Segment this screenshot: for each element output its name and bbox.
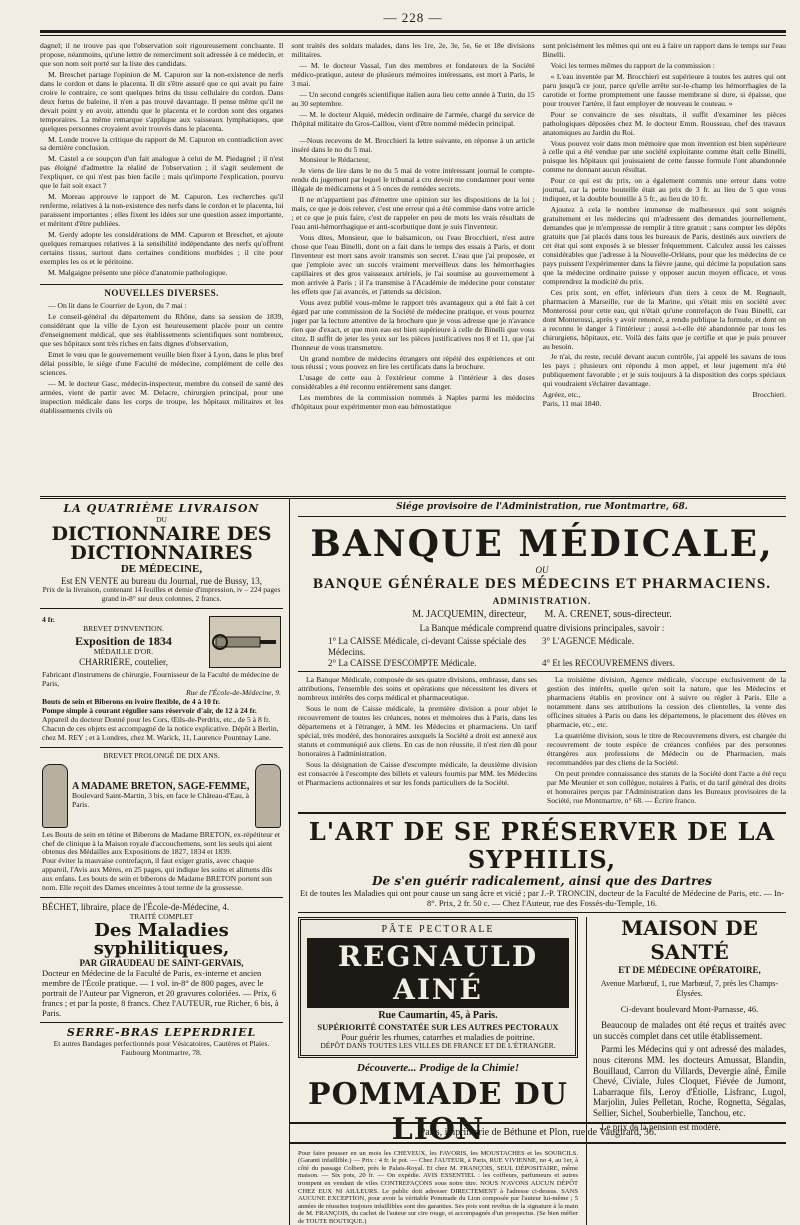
ad-charriere-exposition: Exposition de 1834 [75, 634, 172, 649]
ad-syph-sub: De s'en guérir radicalement, ainsi que des Dartres [372, 874, 712, 889]
ad-regnauld-title: REGNAULD AINÉ [307, 938, 569, 1008]
ad-maison-title: MAISON DE SANTÉ [621, 916, 758, 964]
ad-syphilis [298, 814, 786, 914]
paragraph: La troisième division, Agence médicale, s'occupe exclusivement de la gestion des intérêts, quelle qu'en soit la nature, que les Médecins et pharmaciens établis en province ont à suivre ou régler à Paris. Elle a notamment dans ses attributions la cession des clientelles, la vente des officines situées à Paris ou dans les départemens, le placement des élèves en pharmacie, etc., etc. [547, 675, 786, 729]
ad-syph-title: L'ART DE SE PRÉSERVER DE LA SYPHILIS, [308, 816, 776, 874]
banque-comprend: La Banque médicale comprend quatre divisions principales, savoir : [419, 622, 665, 633]
ad-maison-sub: ET DE MÉDECINE OPÉRATOIRE, [618, 964, 761, 975]
ad-maison-formerly: Ci-devant boulevard Mont-Parnasse, 46. [620, 1004, 759, 1015]
banque-division: 2° La CAISSE D'ESCOMPTE Médicale. [328, 657, 477, 668]
paragraph: M. Gerdy adopte les considérations de MM. Capuron et Breschet, et ajoute quelques remarques relatives à la sensibilité indépendante des nerfs qu'offrent certains tissus, surtout dans certaines conditions morbides ; il cite pour exemples les os et le péritoine. [40, 230, 284, 266]
ad-bechet-traite: TRAITÉ COMPLET [129, 911, 194, 921]
syringe-illustration [209, 616, 281, 668]
ad-syph-text: Et de toutes les Maladies qui ont pour cause un sang âcre et vicié ; par J.-P. TRONCIN, docteur de la Faculté de Médecine de Paris, etc. — In-8°. Prix, 2 fr. 50 c. — Chez l'Auteur, rue des Fossés-du-Temple, 16. [300, 888, 784, 909]
paragraph: Sous la désignation de Caisse d'escompte médicale, la deuxième division est consacrée à l'escompte des billets et valeurs fournis par MM. les Médecins et Pharmaciens actionnaires et sur les fonds particuliers de la Société. [298, 759, 537, 787]
paragraph: — M. le docteur Alquié, médecin ordinaire de l'armée, chargé du service de l'hôpital militaire du Gros-Caillou, vient d'être nommé médecin principal. [291, 109, 535, 128]
ad-dict-line4: DE MÉDECINE, [120, 562, 203, 575]
paragraph: sont traités des soldats malades, dans les 1re, 2e, 3e, 5e, 6e et 18e divisions militaires. [291, 41, 535, 59]
paragraph: — On lit dans le Courrier de Lyon, du 7 mai : [48, 301, 187, 311]
ad-maison-de-sante [586, 917, 786, 1225]
banque-directors [298, 609, 786, 621]
paragraph: Voici les termes mêmes du rapport de la commission : [550, 60, 715, 70]
paragraph: Parmi les Médecins qui y ont adressé des malades, nous citerons MM. les docteurs Amussat, Blandin, Bouillaud, Carron du Villards, Devergie aîné, Émile Chevé, Civiale, Jules Cloquet, Fiévée de Jumont, Labarraque fils, Leroy d'Étiolle, Lisfranc, Lugol, Marjolin, Jules Pelletan, Roche, Rognetta, Ségalas, Sellier, Sichel, Souberbielle, Tanchou, etc. [593, 1044, 786, 1118]
paragraph: Sous le nom de Caisse médicale, la première division a pour objet le recouvrement de toutes les créances, notes et mémoires dus à Paris, dans les départemens et à l'étranger, à MM. les Médecins et pharmaciens. Un tarif spécial, très modéré, des honoraires auxquels la Société a droit est annexé aux statuts et communiqué aux cliens. En cas de non réussite, il n'est rien dû pour honoraires à l'administration. [298, 704, 537, 758]
advertisements [40, 499, 786, 1225]
bottom-ads-row [298, 913, 786, 1225]
ad-charriere-price: 4 fr. [42, 615, 55, 625]
ad-dict-line6: Prix de la livraison, contenant 14 feuilles et demie d'impression, iv – 224 pages grand in-8° sur deux colonnes, 2 francs. [42, 585, 281, 604]
banque-director: M. JACQUEMIN, directeur, [412, 608, 527, 620]
letter-signature: Brocchieri. [752, 390, 786, 400]
ad-charriere-medal: MÉDAILLE D'OR. [93, 647, 154, 657]
nouvelles-heading: NOUVELLES DIVERSES. [40, 284, 283, 299]
letter-close: Agréez, etc., [542, 390, 581, 400]
paragraph: dagnel; il ne trouve pas que l'observation soit rigoureusement concluante. Il propose, néanmoins, qu'une lettre de remerciment soit adressée à ce médecin, et que son nom soit porté sur la liste des candidats. [40, 41, 284, 68]
paragraph: Vous dites, Monsieur, que le balsamicon, ou l'eau Brocchieri, n'est autre chose que l'eau Binelli, dont on a fait dans le temps des essais à Paris, et dont l'inventeur est mort sans avoir transmis son secret. L'eau que j'ai proposée, et que j'emploie avec un succès vraiment merveilleux dans les hémorrhagies capillaires et des gros vaisseaux artériels, je l'ai soumise au gouvernement à mon arrivée à Paris ; il l'a transmise à l'Académie de médecine pour constater les effets que j'ai avancés, et j'attends sa décision. [291, 233, 535, 296]
letter-date: Paris, 11 mai 1840. [542, 399, 602, 409]
banque-division: 3° L'AGENCE Médicale. [542, 636, 634, 647]
ad-serre-address: Faubourg Montmartre, 78. [121, 1048, 202, 1058]
column-3 [543, 42, 786, 492]
ad-bechet-publisher: BÉCHET, libraire, place de l'École-de-Médecine, 4. [42, 902, 230, 913]
ad-breton-brevet: BREVET PROLONGÉ DE DIX ANS. [103, 750, 220, 760]
banque-siege: Siége provisoire de l'Administration, rue Montmartre, 68. [298, 499, 786, 517]
ad-charriere-head [42, 616, 205, 667]
article-columns [40, 42, 786, 492]
ad-breton-text: Les Bouts de sein en tétine et Biberons de Madame BRETON, ex-répétiteur et chef de clinique à la Maison royale d'accouchemens, sont les seuls qui aient obtenus des Médailles aux Expositions de 1827, 1834 et 1839. [42, 829, 280, 857]
ad-charriere-note: Chacun de ces objets est accompagné de la notice explicative. Dépôt à Berlin, chez M. REY ; et à Londres, chez M. Warick, 11, Laurence Pountnay Lane. [42, 723, 279, 742]
paragraph: Les membres de la commission nommés à Naples parmi les médecins d'hôpitaux pour expérimenter mon eau hémostatique [291, 393, 535, 412]
ad-breton-head [72, 781, 251, 811]
paragraph: M. Moreau approuve le rapport de M. Capuron. Les recherches qu'il renferme, relatives à la non-existence des nerfs dans le cordon et le placenta, lui paraissent importantes ; elles fixent les idées sur une question assez importante, et méritent d'être publiées. [40, 192, 284, 229]
paragraph: Pour se convaincre de ses résultats, il suffit d'examiner les pièces pathologiques déposées chez M. le docteur Emm. Rousseau, chef des travaux anatomiques au Jardin du Roi. [542, 109, 786, 137]
banque-division: 1° La CAISSE Médicale, ci-devant Caisse spéciale des Médecins. [328, 636, 527, 657]
ad-breton-address: Boulevard Saint-Martin, 3 bis, en face le Château-d'Eau, à Paris. [72, 791, 250, 810]
ad-breton-name: A MADAME BRETON, SAGE-FEMME, [72, 780, 250, 792]
banque-text [298, 672, 786, 813]
ad-serre-text: Et autres Bandages perfectionnés pour Vésicatoires, Cautères et Plaies. [53, 1039, 270, 1049]
paragraph: Il ne m'appartient pas d'émettre une opinion sur les dispositions de la loi ; mais, ce que je dois relever, c'est une erreur qui a été commise dans votre article ; et ce que je puis faire, c'est de rappeler en peu de mots les vrais résultats de l'eau anti-hémorrhagique et anti-scorbutique dont je suis l'inventeur. [291, 195, 535, 232]
ad-charriere-address: Rue de l'École-de-Médecine, 9. [185, 687, 281, 697]
ad-regnauld-sub: PÂTE PECTORALE [381, 924, 495, 936]
column-2 [291, 42, 534, 492]
ad-charriere-name: CHARRIÈRE, coutelier, [79, 657, 168, 668]
banque-title: BANQUE MÉDICALE, [310, 522, 774, 565]
paragraph: La Banque Médicale, composée de ses quatre divisions, embrasse, dans ses attributions, l'ensemble des soins et opérations que nécessitent les divers et nombreux intérêts des corps médical et pharmaceutique. [298, 675, 537, 703]
bottle-illustration [42, 764, 68, 828]
ad-pommade-title: POMMADE DU LION [308, 1076, 568, 1148]
bottle-illustration [255, 764, 281, 828]
paragraph: M. Castel a ce soupçon d'un fait analogue à celui de M. Piedagnel ; il n'est pas éloigné d'admettre la réalité de l'observation ; il s'agit seulement de l'expliquer, ce qui n'est pas bien facile ; mais qu'importe l'explication, pourvu que le fait soit exact ? [40, 154, 284, 191]
top-rule [40, 30, 786, 36]
ad-charriere [40, 609, 283, 748]
paragraph: M. Londe trouve la critique du rapport de M. Capuron en contradiction avec sa dernière conclusion. [40, 134, 284, 153]
paragraph: Vous pouvez voir dans mon mémoire que mon invention est bien supérieure à celle qui a été vendue par une société exploitante comme était celle Binelli, puisque les hôpitaux qui jouissaient de cette fausse formule l'ont abandonnée comme ne donnant aucun résultat. [542, 138, 786, 175]
paragraph: Le conseil-général du département du Rhône, dans sa session de 1839, considérant que la ville de Lyon est heureusement placée pour un centre d'enseignement médical, que ses établissements scientifiques sont nombreux, que ses hôpitaux sont très riches en faits dignes d'observation, [40, 312, 284, 349]
bottle-illustration-row [42, 764, 281, 828]
ad-bechet-author: PAR GIRAUDEAU DE SAINT-GERVAIS, [79, 957, 244, 968]
paragraph: Ajoutez à cela le nombre immense de malheureux qui sont soignés gratuitement et les médecins qui m'adressent des demandes journellement, demandes que je m'empresse de remplir à titre gratuit ; sans compter les dépôts gratuits que j'ai placés dans tous les bureaux de Paris, destinés aux ouvriers de cet état qui sont exposés à se blesser fréquemment. Calculez aussi les caisses considérables que j'adresse à la Nouvelle-Orléans, pour que les médecins de ce pays puissent l'expérimenter dans la fièvre jaune, qui décime la population sans que la médecine ordinaire puisse y opposer aucun moyen efficace, et vous comprendrez la modicité du prix. [542, 205, 786, 286]
paragraph: L'usage de cette eau à l'extérieur comme à l'intérieur à des doses considérables a été reconnu entièrement sans danger. [291, 373, 535, 392]
paragraph: Le prix de la pension est modéré. [601, 1121, 721, 1132]
paragraph: « L'eau inventée par M. Brocchieri est supérieure à toutes les autres qui ont paru jusqu'à ce jour, parce qu'elle arrête sur-le-champ les hémorrhagies de la carotide et forme promptement une fausse membrane si dure, si épaisse, que pour trouver l'artère, il faut employer de nouveau le couteau. » [542, 71, 786, 108]
right-ad-column [298, 499, 786, 1225]
paragraph: Vous avez publié vous-même le rapport très avantageux qui a été fait à cet égard par une commission de la Société de médecine pratique, et vous pourrez juger par la lecture attentive de la brochure que je vous adresse que je n'avance rien que d'exact, et que mon eau est bien supérieure à celle de Binelli que vous citez. Il suffit de jeter les yeux sur les pièces justificatives nos 8 et 11, que j'ai l'honneur de vous transmettre. [291, 297, 535, 352]
paragraph: Emet le vœu que le gouvernement veuille bien fixer à Lyon, dans le plus bref délai possible, le siége d'une Faculté de médecine, complément de celle des sciences. [40, 350, 284, 378]
column-1 [40, 42, 283, 492]
paragraph: Beaucoup de malades ont été reçus et traités avec un succès complet dans cet utile établissement. [593, 1020, 786, 1041]
paragraph: —Nous recevons de M. Brocchieri la lettre suivante, en réponse à un article inséré dans le no du 5 mai. [291, 135, 535, 154]
banque-divisions [298, 633, 786, 672]
ad-dict-line2: DU [156, 514, 167, 524]
ad-dictionnaire [40, 499, 283, 609]
ad-pommade-discovery: Découverte... Prodige de la Chimie! [356, 1061, 520, 1074]
ad-charriere-bouts: Bouts de sein et Biberons en ivoire flexible, de 4 à 10 fr. [42, 696, 220, 706]
ad-charriere-brevet: BREVET D'INVENTION. [83, 624, 164, 634]
printer-imprint: Paris, imprimerie de Béthune et Plon, rue de Vaugirard, 36. [290, 1122, 786, 1144]
banque-subtitle: BANQUE GÉNÉRALE DES MÉDECINS ET PHARMACIENS. [313, 575, 771, 592]
page-number: — 228 — [383, 10, 443, 25]
ad-regnauld [298, 917, 578, 1058]
banque-admin: ADMINISTRATION. [492, 596, 592, 607]
paragraph: M. Malgaigne présente une pièce d'anatomie pathologique. [48, 267, 228, 277]
paragraph: M. Breschet partage l'opinion de M. Capuron sur la non-existence de nerfs dans le cordon et dans le placenta. Il dit s'être assuré que ce qui avait pu faire croire le contraire, ce sont quelques brins du tissu cellulaire du cordon. Dans deux fœtus de baleine, il n'en a pas trouvé davantage. Il pense même qu'il ne devait point y en avoir, attendu que le placenta et le cordon sont des organes temporaires. La même remarque s'applique aux vaisseaux lymphatiques, que quelques personnes croyaient avoir trouvés dans le placenta. [40, 69, 284, 133]
paragraph: — Un second congrès scientifique italien aura lieu cette année à Turin, du 15 au 30 septembre. [291, 89, 535, 108]
paragraph: — M. le docteur Vassal, l'un des membres et fondateurs de la Société médico-pratique, auteur de plusieurs mémoires intéressans, est mort à Paris, le 3 mai. [291, 60, 535, 88]
ad-charriere-appareil: Appareil du docteur Donné pour les Cors, Œils-de-Perdrix, etc., de 5 à 8 fr. [42, 714, 271, 724]
ad-charriere-desc: Fabricant d'instrumens de chirurgie, Fournisseur de la Faculté de médecine de Paris, [42, 670, 279, 689]
ad-regnauld-pommade [298, 917, 578, 1225]
paragraph: — M. le docteur Gasc, médecin-inspecteur, membre du conseil de santé des armées, vient de partir avec M. Delacre, chirurgien principal, pour une inspection médicale dans les corps de troupe, les hôpitaux militaires et les établissements civils où [40, 379, 284, 415]
ad-dict-title: DICTIONNAIRE DES DICTIONNAIRES [51, 522, 272, 564]
banque-subdirector: M. A. CRENET, sous-directeur. [544, 608, 672, 620]
ad-serre-bras [40, 1023, 283, 1062]
paragraph: La quatrième division, sous le titre de Recouvremens divers, est chargée du recouvrement de toute espèce de créances confiées par des personnes étrangères aux professions de Médecin ou de Pharmacien, mais recommandées par des cliens de la Société. [547, 730, 786, 767]
ad-charriere-pompe: Pompe simple à courant régulier sans réservoir d'air, de 12 à 24 fr. [42, 705, 257, 715]
paragraph: Je viens de lire dans le no du 5 mai de votre intéressant journal le compte-rendu du jugement par lequel le tribunal a cru devoir me condamner pour vente illégale de médicamens et à 5 onces de remèdes secrets. [291, 166, 535, 194]
ad-serre-title: SERRE-BRAS LEPERDRIEL [66, 1026, 257, 1040]
ad-regnauld-depot: DÉPÔT DANS TOUTES LES VILLES DE FRANCE ET DE L'ÉTRANGER. [320, 1041, 556, 1051]
ad-breton [40, 748, 283, 899]
paragraph: sont précisément les mêmes qui ont eu à faire un rapport dans le temps sur l'eau Binelli. [542, 41, 786, 59]
ad-pommade-text: Pour faire pousser en un mois les CHEVEUX, les FAVORIS, les MOUSTACHES et les SOURCILS. (Garanti infaillible.) — Prix : 4 fr. le pot. — Chez l'AUTEUR, à Paris, RUE VIVIENNE, no 4, au 1er, à côté du passage Colbert, près le Palais-Royal. Et chez M. FRANÇOIS, SEUL DÉPOSITAIRE, même maison. — Six pots, 20 fr. — On expédie. AVIS ESSENTIEL : les coiffeurs, parfumeurs et autres trompent en vendant de viles CONTREFAÇONS sous notre titre. NOUS N'AVONS AUCUN DÉPÔT CHEZ EUX NI AILLEURS. Le public doit adresser DIRECTEMENT à l'adresse ci-dessus. SANS AUCUNE EXCEPTION, pour avoir la véritable Pommade du Lion composée par l'auteur lui-même ; 5 années de réussites toujours infaillibles sont des garanties. Ses pots sont revêtus de la signature à la main de M. FRANÇOIS, du cachet de l'auteur sur cire rouge, et accompagnés d'un prospectus. (Se bien méfier de TOUTE BOUTIQUE.) [298, 1149, 578, 1225]
paragraph: Monsieur le Rédacteur, [299, 155, 371, 165]
paragraph: On peut prendre connaissance des statuts de la Société dont l'acte a été reçu par Me Meunier et son collègue, notaires à Paris, et du tarif général des droits et honoraires perçus par l'Administration dans les Bureaux provisoires de la Société, rue Montmartre, n° 68. — Écrire franco. [547, 768, 786, 805]
banque-ou: OU [535, 565, 549, 576]
instrument-illustration-row [42, 616, 281, 668]
ad-regnauld-usage: Pour guérir les rhumes, catarrhes et maladies de poitrine. [341, 1032, 535, 1043]
banque-division: 4° Et les RECOUVREMENS divers. [542, 657, 675, 668]
ad-maison-address: Avenue Marbœuf, 1, rue Marbœuf, 7, près les Champs-Élysées. [600, 979, 779, 998]
ad-regnauld-sup: SUPÉRIORITÉ CONSTATÉE SUR LES AUTRES PECTORAUX [317, 1022, 559, 1033]
ad-dict-line5: Est EN VENTE au bureau du Journal, rue de Bussy, 13, [61, 575, 262, 586]
paragraph: Ces prix sont, en effet, inférieurs d'un tiers à ceux de M. Regnault, pharmacien à Marseille, rue de la Marine, qui s'était mis en société avec Monterossi pour cette eau, qui n'était qu'une contrefaçon de l'eau Binelli, car dont Monterossi, après y avoir renoncé, a rendu publique la formule, et dont on a reconnu le danger à l'intérieur ; aussi a-t-elle été abandonnée par tous les chirurgiens, hôpitaux, etc. Voilà des faits que je certifie et que je puis prouver au besoin. [542, 287, 786, 351]
ad-bechet-text: Docteur en Médecine de la Faculté de Paris, ex-interne et ancien membre de l'École pratique. — 1 vol. in-8° de 800 pages, avec le portrait de l'Auteur par Vigneron, et 20 gravures coloriées. — Prix, 6 francs ; et par la poste, 8 francs. Chez l'AUTEUR, rue Richer, 6 bis, à Paris. [42, 968, 279, 1019]
banque-text-right [547, 676, 786, 807]
paragraph: Pour ce qui est du prix, on a également commis une erreur dans votre journal, car la petite bouteille était au prix de 3 fr. au lieu de 5 que vous indiquez, et la double bouteille à 5 fr., au lieu de 10 fr. [542, 176, 786, 204]
paragraph: Je n'ai, du reste, reculé devant aucun contrôle, j'ai appelé les savans de tous les pays ; plusieurs ont répondu à mon appel, et leur jugement m'a été publiquement favorable ; et je suis toujours à la disposition des corps spéciaux qui voudraient s'éclairer davantage. [542, 352, 786, 389]
ad-dict-line1: LA QUATRIÈME LIVRAISON [63, 502, 260, 515]
ad-bechet [40, 898, 283, 1023]
ad-regnauld-address: Rue Caumartin, 45, à Paris. [378, 1010, 498, 1022]
banque-text-left [298, 676, 537, 807]
ad-breton-text2: Pour éviter la mauvaise contrefaçon, il faut exiger gratis, avec chaque appareil, l'Avis aux Mères, en 25 pages, qui indique les soins et alimens dûs aux enfans. Les bouts de sein et biberons de Madame BRETON portent son nom. Elle reçoit des Dames enceintes à tout terme de la grossesse. [42, 856, 273, 893]
ad-bechet-title: Des Maladies syphilitiques, [93, 919, 230, 959]
paragraph: Un grand nombre de médecins étrangers ont répété des expériences et ont tous réussi ; vous pouvez en lire les certificats dans la brochure. [291, 353, 535, 372]
left-ad-column [40, 499, 290, 1225]
